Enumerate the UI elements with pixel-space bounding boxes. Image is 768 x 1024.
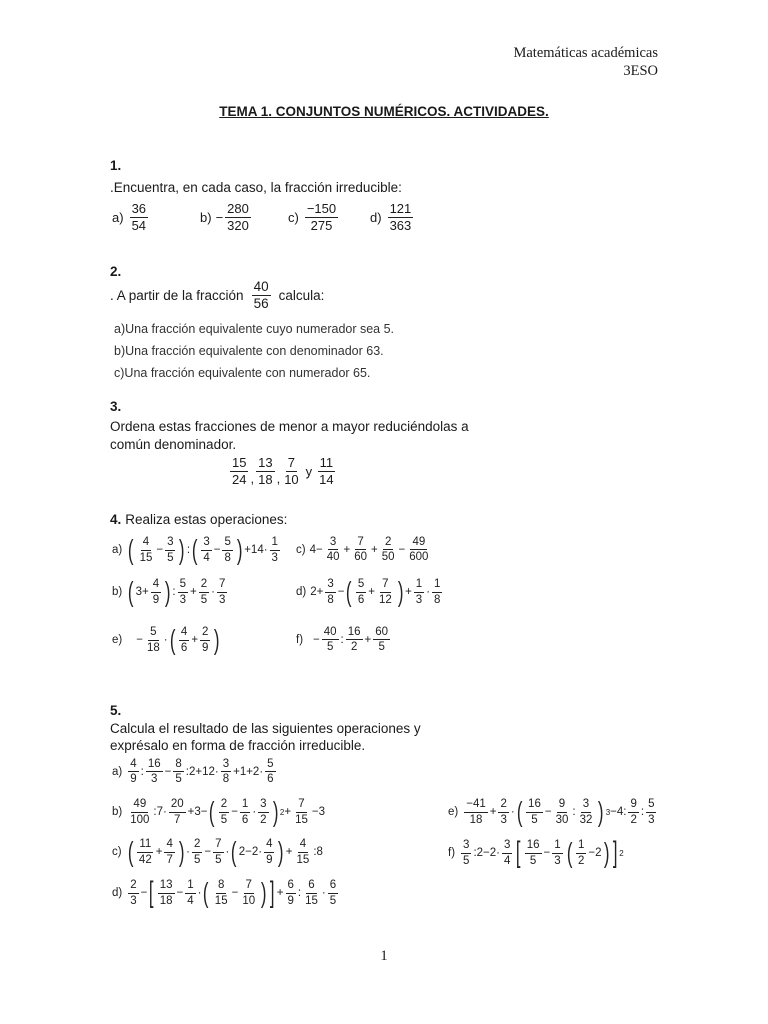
ex5-item-b: b) 49 100 :7· 20 7 +3− ( 2 5 − 1 6 · 3 2 ) 2 + 7 15 −3 (112, 796, 325, 827)
exercise-5-statement: Calcula el resultado de las siguientes operaciones y exprésalo en forma de fracción irreducible. (110, 721, 421, 753)
ex4-item-d: d) 2+ 3 8 − ( 5 6 + 7 12 ) + 1 3 · 1 8 (296, 576, 441, 607)
exercise-2-number: 2. (110, 264, 122, 279)
course-label: 3ESO (623, 63, 658, 79)
ex4-item-e: e) − 5 18 · ( 4 6 + 2 9 ) (112, 624, 220, 655)
exercise-3-statement: Ordena estas fracciones de menor a mayor reduciéndolas a común denominador. (110, 419, 469, 452)
ex4-item-f: f) − 40 5 : 16 2 + 60 5 (296, 626, 389, 654)
ex5-item-a: a) 4 9 : 16 3 − 8 5 :2+12· 3 8 +1+2· 5 6 (112, 758, 274, 786)
ex1-item-c: c) −150 275 (288, 201, 337, 233)
ex2-item-c: c)Una fracción equivalente con numerador 65. (114, 366, 371, 380)
exercise-3-fractions: 15 24 , 13 18 , 7 10 y 11 14 (232, 455, 334, 487)
ex4-item-a: a) ( 4 15 − 3 5 ) : ( 3 4 − 5 8 ) +14· 1 3 (112, 534, 278, 565)
ex5-item-e: e) −41 18 + 2 3 · ( 16 5 − 9 30 : 3 32 ) 3 −4: 9 2 : 5 3 (448, 796, 655, 827)
ex1-item-d: d) 121 363 (370, 201, 412, 233)
ex5-item-d: d) 2 3 − [ 13 18 − 1 4 · ( 8 15 − 7 10 ) ] + 6 9 : 6 15 · 6 5 (112, 876, 337, 909)
ex5-item-c: c) ( 11 42 + 4 7 ) · 2 5 − 7 5 · ( 2−2· 4 9 ) + 4 15 :8 (112, 836, 323, 867)
exercise-1-items (112, 202, 415, 232)
page-number: 1 (380, 948, 388, 964)
ex1-item-a: a) 36 54 (112, 201, 147, 233)
exercise-2-statement: . A partir de la fracción 40 56 calcula: (110, 279, 325, 312)
exercise-3-number: 3. (110, 399, 122, 414)
header (513, 44, 658, 80)
exercise-4-heading: 4. Realiza estas operaciones: (110, 512, 288, 527)
exercise-1-number: 1. (110, 158, 122, 173)
ex5-item-f: f) 3 5 :2−2· 3 4 [ 16 5 − 1 3 ( 1 2 −2 ) ] 2 (448, 836, 624, 869)
exercise-5-number: 5. (110, 703, 122, 718)
subject-label: Matemáticas académicas (513, 45, 658, 61)
ex4-item-b: b) ( 3+ 4 9 ) : 5 3 + 2 5 · 7 3 (112, 576, 226, 607)
ex4-item-c: c) 4− 3 40 + 7 60 + 2 50 − 49 600 (296, 536, 429, 564)
ex2-item-a: a)Una fracción equivalente cuyo numerador sea 5. (114, 322, 395, 336)
ex1-item-b: b) − $\frac{280}{320}$ (200, 201, 249, 233)
page-title: TEMA 1. CONJUNTOS NUMÉRICOS. ACTIVIDADES. (219, 104, 549, 119)
exercise-1-statement: .Encuentra, en cada caso, la fracción irreducible: (110, 180, 402, 195)
exercise-2-items (114, 318, 394, 384)
ex2-item-b: b)Una fracción equivalente con denominador 63. (114, 344, 384, 358)
